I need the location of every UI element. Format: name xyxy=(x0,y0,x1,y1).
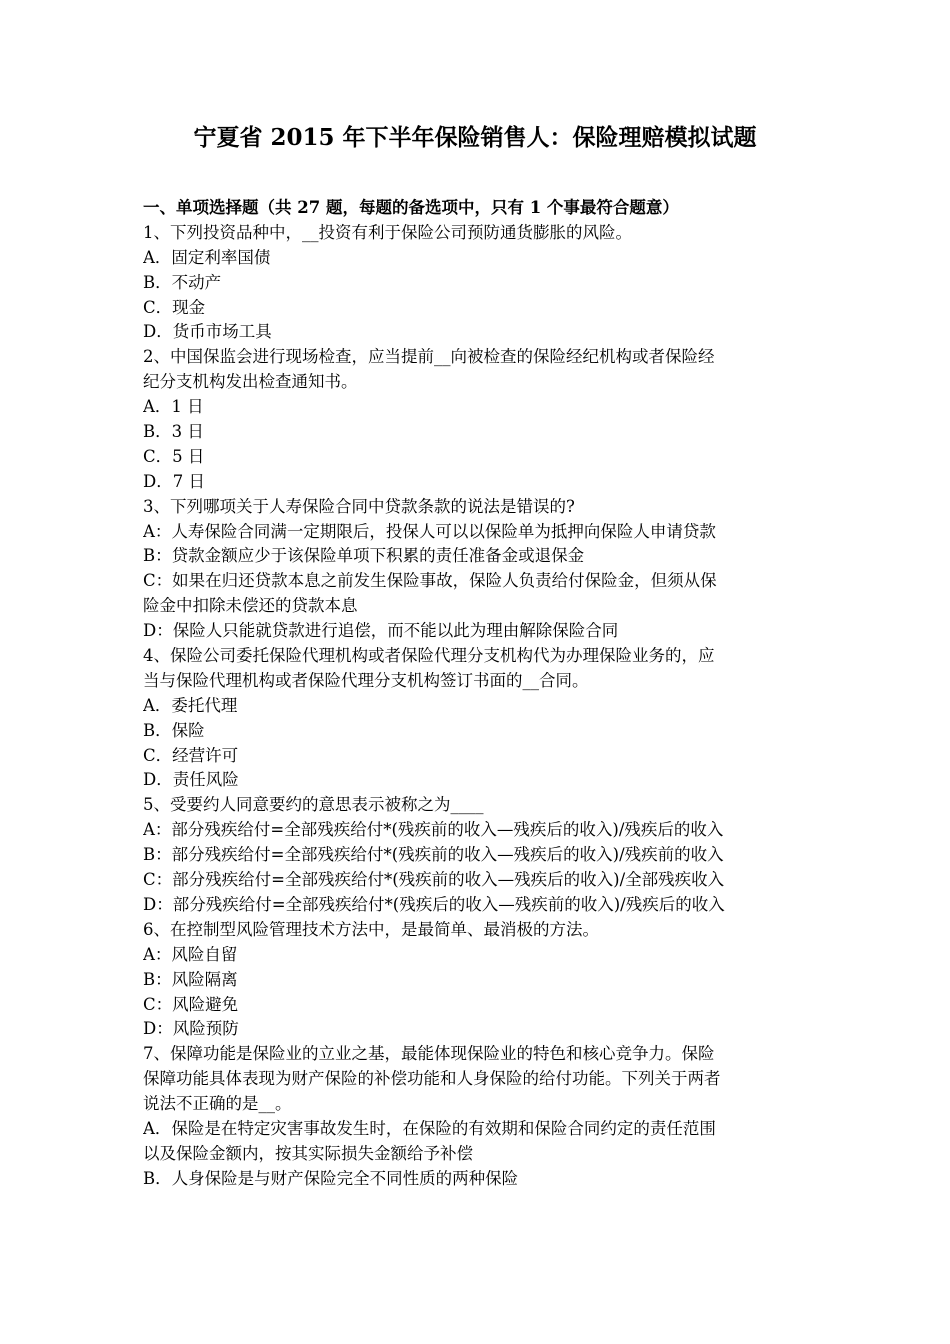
text-line: A．保险是在特定灾害事故发生时，在保险的有效期和保险合同约定的责任范围 xyxy=(143,1118,716,1138)
text-line: 1、下列投资品种中，__投资有利于保险公司预防通货膨胀的风险。 xyxy=(143,222,632,242)
text-line: A：风险自留 xyxy=(143,944,238,964)
document-title: 宁夏省 2015 年下半年保险销售人：保险理赔模拟试题 xyxy=(193,124,757,151)
text-line: A．委托代理 xyxy=(143,695,238,715)
text-line: B：贷款金额应少于该保险单项下积累的责任准备金或退保金 xyxy=(143,546,585,566)
text-line: 7、保障功能是保险业的立业之基，最能体现保险业的特色和核心竞争力。保险 xyxy=(143,1044,715,1064)
text-line: C：如果在归还贷款本息之前发生保险事故，保险人负责给付保险金，但须从保 xyxy=(143,571,717,591)
text-line: B．不动产 xyxy=(143,272,222,292)
text-line: B．人身保险是与财产保险完全不同性质的两种保险 xyxy=(143,1168,519,1188)
text-line: A：部分残疾给付=全部残疾给付*(残疾前的收入—残疾后的收入)/残疾后的收入 xyxy=(143,820,724,840)
text-line: 纪分支机构发出检查通知书。 xyxy=(143,372,358,392)
text-line: A．1 日 xyxy=(143,397,204,417)
section-heading: 一、单项选择题（共 27 题，每题的备选项中，只有 1 个事最符合题意） xyxy=(143,198,679,217)
text-line: D．7 日 xyxy=(143,471,205,491)
text-line: C．现金 xyxy=(143,297,206,317)
text-line: C：部分残疾给付=全部残疾给付*(残疾前的收入—残疾后的收入)/全部残疾收入 xyxy=(143,870,725,890)
text-line: 险金中扣除未偿还的贷款本息 xyxy=(143,596,358,616)
text-line: A：人寿保险合同满一定期限后，投保人可以以保险单为抵押向保险人申请贷款 xyxy=(143,521,716,541)
text-line: 6、在控制型风险管理技术方法中，是最简单、最消极的方法。 xyxy=(143,919,599,939)
text-line: B．保险 xyxy=(143,720,205,740)
text-line: 以及保险金额内，按其实际损失金额给予补偿 xyxy=(143,1143,473,1163)
document-body xyxy=(143,196,823,1192)
text-line: C．经营许可 xyxy=(143,745,239,765)
text-line: 说法不正确的是__。 xyxy=(143,1094,292,1114)
text-line: D：风险预防 xyxy=(143,1019,239,1039)
text-line: C：风险避免 xyxy=(143,994,239,1014)
text-line: D：保险人只能就贷款进行追偿，而不能以此为理由解除保险合同 xyxy=(143,621,619,641)
text-line: 保障功能具体表现为财产保险的补偿功能和人身保险的给付功能。下列关于两者 xyxy=(143,1069,721,1089)
text-line: D．货币市场工具 xyxy=(143,322,272,342)
text-line: B．3 日 xyxy=(143,422,204,442)
text-line: 5、受要约人同意要约的意思表示被称之为____ xyxy=(143,795,484,815)
text-line: A．固定利率国债 xyxy=(143,247,271,267)
text-line: 当与保险代理机构或者保险代理分支机构签订书面的__合同。 xyxy=(143,670,589,690)
text-line: D．责任风险 xyxy=(143,770,239,790)
text-line: 2、中国保监会进行现场检查，应当提前__向被检查的保险经纪机构或者保险经 xyxy=(143,347,715,367)
question-lines xyxy=(143,221,823,1192)
text-line: B：部分残疾给付=全部残疾给付*(残疾前的收入—残疾后的收入)/残疾前的收入 xyxy=(143,845,724,865)
text-line: 3、下列哪项关于人寿保险合同中贷款条款的说法是错误的? xyxy=(143,496,575,516)
text-line: 4、保险公司委托保险代理机构或者保险代理分支机构代为办理保险业务的，应 xyxy=(143,646,715,666)
text-line: D：部分残疾给付=全部残疾给付*(残疾后的收入—残疾前的收入)/残疾后的收入 xyxy=(143,894,725,914)
text-line: C．5 日 xyxy=(143,446,205,466)
text-line: B：风险隔离 xyxy=(143,969,238,989)
